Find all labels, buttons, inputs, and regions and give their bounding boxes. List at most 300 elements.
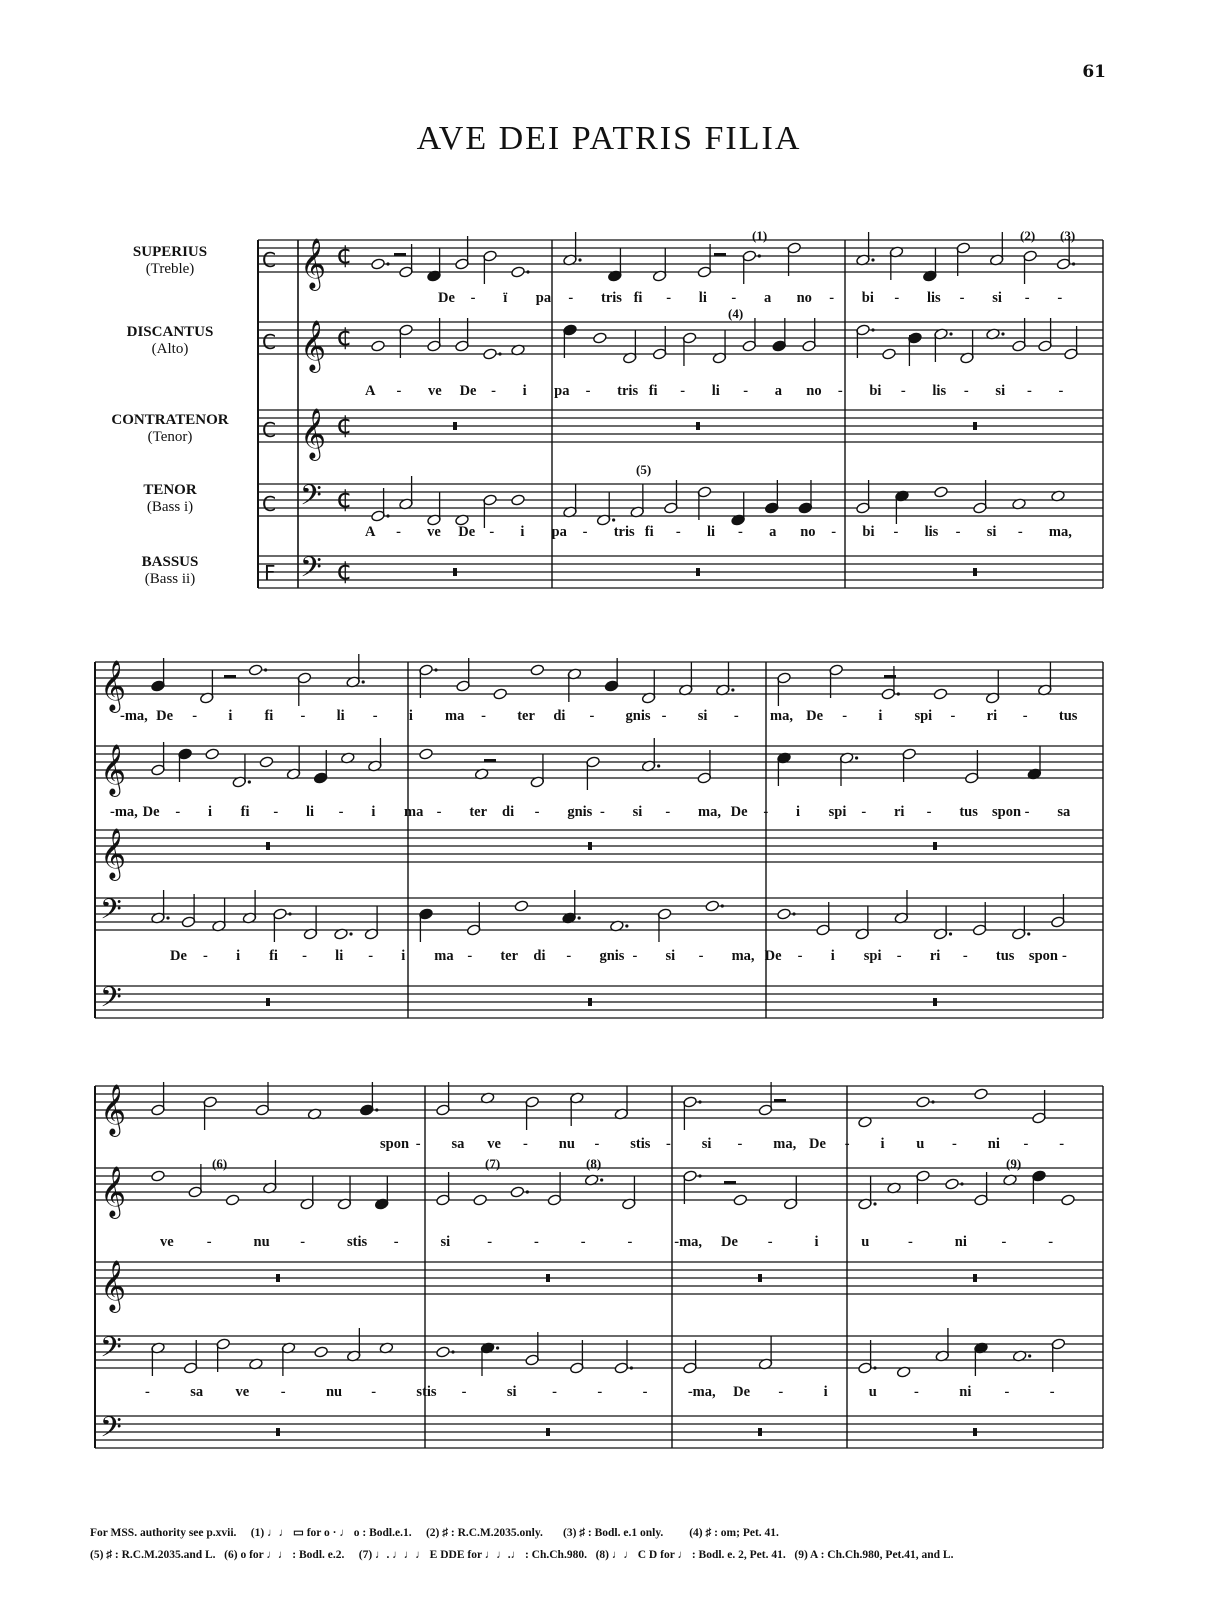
lyric-superius: -: [829, 290, 835, 306]
lyric-discantus: -: [1026, 383, 1032, 399]
lyric-tenor: si: [986, 524, 997, 540]
breve-rest: [588, 998, 592, 1006]
lyric-tenor: sa: [190, 1384, 204, 1400]
lyric-discantus: di: [502, 804, 515, 820]
dot: [451, 1350, 454, 1353]
lyric-superius: De: [806, 708, 824, 724]
lyric-superius: tus: [1058, 708, 1078, 724]
dot: [264, 668, 267, 671]
voice-name: SUPERIUS: [132, 244, 208, 260]
breve-rest: [696, 422, 700, 430]
footnotes: [90, 1522, 1120, 1566]
lyric-discantus: -: [580, 1234, 586, 1250]
lyric-tenor: di: [533, 948, 546, 964]
lyric-discantus: ri: [894, 804, 905, 820]
lyric-discantus: De: [459, 383, 477, 399]
note-head: [493, 688, 508, 700]
lyric-tenor: -: [698, 948, 704, 964]
lyric-discantus: -: [491, 383, 496, 399]
lyric-tenor: -: [396, 524, 401, 540]
lyric-superius: ve: [487, 1136, 501, 1152]
lyric-tenor: ri: [929, 948, 941, 964]
lyric-tenor: i: [823, 1384, 828, 1400]
lyric-tenor: si: [665, 948, 676, 964]
breve-rest: [973, 568, 977, 576]
lyric-discantus: -: [600, 804, 605, 820]
lyric-discantus: -: [175, 804, 181, 820]
lyric-tenor: tris: [613, 524, 635, 540]
lyric-discantus: li: [711, 383, 720, 399]
note-head: [371, 340, 386, 352]
lyric-superius: -: [1057, 290, 1063, 306]
lyric-tenor: gnis: [599, 948, 625, 964]
lyric-superius: -: [733, 708, 739, 724]
lyric-superius: -: [952, 1136, 957, 1152]
breve-rest: [266, 998, 270, 1006]
lyric-discantus: -: [436, 804, 442, 820]
lyric-superius: -: [1023, 1136, 1029, 1152]
lyric-tenor: -: [962, 948, 968, 964]
lyric-tenor: si: [506, 1384, 517, 1400]
lyric-discantus: ter: [469, 804, 488, 820]
lyric-discantus: De: [142, 804, 160, 820]
lyric-superius: i: [408, 708, 413, 724]
lyric-discantus: u: [861, 1234, 870, 1250]
bass-clef-icon: 𝄢: [100, 893, 122, 933]
lyric-discantus: -: [926, 804, 932, 820]
lyric-discantus: i: [796, 804, 801, 820]
breve-rest: [276, 1428, 280, 1436]
c-clef-icon: C: [262, 248, 276, 272]
breve-rest: [973, 1274, 977, 1282]
note-head: [511, 266, 526, 278]
lyric-tenor: -: [632, 948, 638, 964]
note-head: [916, 1096, 931, 1108]
lyric-tenor: i: [401, 948, 406, 964]
lyric-superius: -: [589, 708, 595, 724]
lyric-discantus: i: [371, 804, 376, 820]
dot: [897, 692, 900, 695]
dot: [731, 688, 734, 691]
lyric-superius: -: [568, 290, 574, 306]
lyric-superius: -: [844, 1136, 850, 1152]
lyric-superius: -: [666, 290, 672, 306]
lyric-discantus: -: [763, 804, 769, 820]
dot: [362, 680, 365, 683]
lyric-tenor: -: [1017, 524, 1023, 540]
dot: [498, 352, 501, 355]
note-head: [371, 258, 386, 270]
lyric-tenor: spon: [1028, 948, 1058, 964]
lyric-superius: -: [1059, 1136, 1065, 1152]
voice-name: BASSUS: [141, 554, 199, 570]
dot: [248, 780, 251, 783]
note-head: [314, 1346, 329, 1358]
page-title: AVE DEI PATRIS FILIA: [416, 120, 802, 157]
footnote-reference: (8): [586, 1156, 602, 1171]
lyric-superius: fi: [633, 290, 643, 306]
dot: [931, 1100, 934, 1103]
treble-clef-icon: 𝄞: [300, 320, 327, 371]
lyric-discantus: -: [338, 804, 344, 820]
treble-clef-icon: 𝄞: [100, 744, 127, 795]
lyric-discantus: si: [632, 804, 643, 820]
dot: [578, 916, 581, 919]
breve-rest: [973, 422, 977, 430]
dot: [434, 668, 437, 671]
lyric-superius: si: [701, 1136, 712, 1152]
lyric-superius: si: [697, 708, 708, 724]
dot: [949, 932, 952, 935]
breve-rest: [933, 998, 937, 1006]
dot: [1028, 1354, 1031, 1357]
voice-sub: (Tenor): [147, 429, 193, 445]
lyric-superius: -: [192, 708, 198, 724]
breve-rest: [758, 1274, 762, 1282]
lyric-superius: -: [894, 290, 900, 306]
lyric-discantus: -: [861, 804, 867, 820]
dot: [578, 258, 581, 261]
lyric-superius: -: [1024, 290, 1030, 306]
voice-sub: (Bass ii): [144, 571, 196, 587]
note-head: [248, 664, 263, 676]
bass-clef-icon: 𝄢: [100, 981, 122, 1021]
lyric-discantus: si: [440, 1234, 451, 1250]
breve-rest: [453, 422, 457, 430]
lyric-tenor: -: [797, 948, 803, 964]
lyric-discantus: -: [665, 804, 671, 820]
lyric-tenor: ma: [434, 948, 454, 964]
lyric-tenor: li: [335, 948, 344, 964]
lyric-tenor: -: [280, 1384, 286, 1400]
dot: [625, 924, 628, 927]
lyric-discantus: -: [393, 1234, 399, 1250]
lyric-discantus: -: [627, 1234, 633, 1250]
lyric-discantus: -: [300, 1234, 306, 1250]
lyric-superius: ri: [986, 708, 998, 724]
lyric-tenor: -: [1004, 1384, 1010, 1400]
lyric-superius: -: [523, 1136, 528, 1152]
lyric-tenor: -: [203, 948, 208, 964]
note-head: [259, 756, 274, 768]
lyric-tenor: -: [955, 524, 961, 540]
time-signature-icon: ¢: [336, 556, 353, 586]
lyric-discantus: -: [534, 804, 540, 820]
dot: [758, 254, 761, 257]
lyric-tenor: pa: [551, 524, 567, 540]
note-head: [777, 908, 792, 920]
note-head: [483, 348, 498, 360]
lyric-tenor: -: [371, 1384, 377, 1400]
lyric-discantus: -ma,: [674, 1234, 703, 1250]
lyric-tenor: -: [675, 524, 681, 540]
lyric-discantus: i: [814, 1234, 819, 1250]
note-head: [225, 1194, 240, 1206]
lyric-discantus: si: [995, 383, 1006, 399]
bass-clef-icon: 𝄢: [100, 1411, 122, 1451]
lyric-discantus: -: [1048, 1234, 1054, 1250]
lyric-discantus: De: [730, 804, 748, 820]
voice-name: CONTRATENOR: [111, 412, 229, 428]
lyric-tenor: no: [800, 524, 816, 540]
lyric-tenor: -: [302, 948, 307, 964]
dot: [855, 756, 858, 759]
footnote-line-2: [90, 1544, 1120, 1566]
breve-rest: [546, 1274, 550, 1282]
treble-clef-icon: 𝄞: [100, 1166, 127, 1217]
lyric-tenor: i: [236, 948, 241, 964]
breve-rest: [933, 842, 937, 850]
lyric-superius: spi: [914, 708, 933, 724]
lyric-tenor: -: [914, 1384, 919, 1400]
lyric-superius: -: [1022, 708, 1028, 724]
time-signature-icon: ¢: [336, 322, 353, 352]
dot: [698, 1174, 701, 1177]
footnote: (7) ♩. ♩♩♩ E DDE for ♩♩.♩ : Ch.Ch.980.: [358, 1549, 587, 1561]
lyric-superius: ma: [445, 708, 465, 724]
lyric-tenor: -: [461, 1384, 467, 1400]
treble-clef-icon: 𝄞: [300, 238, 327, 289]
dot: [873, 1202, 876, 1205]
note-head: [933, 688, 948, 700]
bass-clef-icon: 𝄢: [100, 1331, 122, 1371]
lyric-discantus: ni: [954, 1234, 967, 1250]
note-head: [436, 1346, 451, 1358]
lyric-superius: i: [880, 1136, 885, 1152]
footnote-reference: (7): [485, 1156, 501, 1171]
lyric-discantus: De: [721, 1234, 738, 1250]
treble-clef-icon: 𝄞: [100, 828, 127, 879]
footnote: (6) o for ♩♩ : Bodl. e.2.: [224, 1549, 345, 1561]
lyric-tenor: De: [458, 524, 476, 540]
lyric-superius: spon: [380, 1136, 410, 1152]
lyric-superius: De: [809, 1136, 826, 1152]
treble-clef-icon: 𝄞: [100, 660, 127, 711]
dot: [349, 932, 352, 935]
lyric-tenor: i: [520, 524, 525, 540]
lyric-tenor: De: [170, 948, 187, 964]
lyric-tenor: ma,: [731, 948, 755, 964]
lyric-discantus: A: [365, 383, 376, 399]
dot: [630, 1366, 633, 1369]
note-head: [705, 900, 720, 912]
footnote-reference: (9): [1006, 1156, 1022, 1171]
bass-clef-icon: 𝄢: [300, 479, 322, 519]
footnote-reference: (5): [636, 462, 652, 477]
dot: [288, 912, 291, 915]
dot: [600, 1178, 603, 1181]
lyric-discantus: -: [585, 383, 591, 399]
note-head: [945, 1178, 960, 1190]
lyric-superius: -: [661, 708, 667, 724]
lyric-tenor: A: [365, 524, 376, 540]
lyric-tenor: lis: [924, 524, 939, 540]
breve-rest: [546, 1428, 550, 1436]
dot: [375, 1108, 378, 1111]
lyric-discantus: -: [487, 1234, 493, 1250]
lyric-discantus: pa: [554, 383, 570, 399]
note-head: [473, 1194, 488, 1206]
time-signature-icon: ¢: [336, 410, 353, 440]
lyric-tenor: -: [738, 524, 743, 540]
lyric-superius: fi: [264, 708, 274, 724]
lyric-tenor: nu: [325, 1384, 343, 1400]
breve-rest: [276, 1274, 280, 1282]
lyric-discantus: nu: [253, 1234, 270, 1250]
breve-rest: [266, 842, 270, 850]
footnote-reference: (1): [752, 228, 768, 243]
dot: [792, 912, 795, 915]
dot: [612, 518, 615, 521]
note-head: [530, 664, 545, 676]
lyric-superius: i: [228, 708, 233, 724]
lyric-discantus: fi: [240, 804, 250, 820]
lyric-tenor: -: [831, 524, 837, 540]
lyric-discantus: -: [1024, 804, 1030, 820]
lyric-superius: ma,: [770, 708, 793, 724]
note-head: [974, 1088, 989, 1100]
breve-rest: [453, 568, 457, 576]
treble-clef-icon: 𝄞: [300, 408, 327, 459]
rest: [714, 253, 726, 256]
lyric-superius: stis: [630, 1136, 651, 1152]
breve-rest: [696, 568, 700, 576]
c-clef-icon: C: [262, 330, 276, 354]
lyric-discantus: -: [908, 1234, 913, 1250]
lyric-superius: tris: [601, 290, 622, 306]
note-head: [882, 348, 897, 360]
lyric-superius: -: [731, 290, 737, 306]
lyric-tenor: -: [552, 1384, 557, 1400]
lyric-discantus: gnis: [567, 804, 593, 820]
lyric-superius: ma,: [773, 1136, 797, 1152]
lyric-discantus: -: [206, 1234, 212, 1250]
lyric-discantus: a: [774, 383, 783, 399]
lyric-tenor: -ma,: [687, 1384, 716, 1400]
lyric-superius: -: [959, 290, 965, 306]
lyric-tenor: -: [582, 524, 588, 540]
lyric-discantus: sa: [1057, 804, 1071, 820]
lyric-superius: si: [992, 290, 1002, 306]
lyric-discantus: -ma,: [110, 804, 138, 820]
lyric-superius: -: [372, 708, 378, 724]
lyric-superius: -: [594, 1136, 600, 1152]
dot: [166, 916, 169, 919]
voice-sub: (Bass i): [146, 499, 194, 515]
breve-rest: [758, 1428, 762, 1436]
lyric-superius: di: [553, 708, 566, 724]
note-head: [514, 900, 529, 912]
lyric-discantus: -: [680, 383, 686, 399]
lyric-tenor: -: [145, 1384, 150, 1400]
breve-rest: [588, 842, 592, 850]
lyric-superius: sa: [451, 1136, 465, 1152]
lyric-discantus: ve: [428, 383, 442, 399]
dot: [871, 328, 874, 331]
dot: [960, 1182, 963, 1185]
dot: [721, 904, 724, 907]
lyric-tenor: -: [489, 524, 495, 540]
lyric-discantus: tris: [617, 383, 639, 399]
lyric-discantus: spon: [992, 804, 1022, 820]
dot: [873, 1366, 876, 1369]
dot: [386, 262, 389, 265]
rest: [884, 675, 896, 678]
c-clef-icon: C: [262, 492, 276, 516]
lyric-superius: lis: [927, 290, 941, 306]
lyric-discantus: -: [767, 1234, 773, 1250]
dot: [1072, 262, 1075, 265]
lyric-tenor: -: [368, 948, 374, 964]
dot: [949, 332, 952, 335]
rest: [909, 335, 921, 338]
footnote: (5) ♯ : R.C.M.2035.and L.: [90, 1549, 216, 1561]
lyric-superius: ï: [503, 290, 508, 306]
lyric-discantus: fi: [648, 383, 658, 399]
dot: [496, 1346, 499, 1349]
lyric-tenor: De: [764, 948, 782, 964]
lyric-discantus: -: [534, 1234, 539, 1250]
lyric-superius: -: [415, 1136, 421, 1152]
lyric-tenor: fi: [269, 948, 278, 964]
time-signature-icon: ¢: [336, 240, 353, 270]
lyric-tenor: tus: [995, 948, 1015, 964]
lyric-tenor: ve: [235, 1384, 250, 1400]
footnote-reference: (4): [728, 306, 744, 321]
note-head: [511, 494, 526, 506]
lyric-superius: a: [764, 290, 772, 306]
treble-clef-icon: 𝄞: [100, 1260, 127, 1311]
note-head: [934, 486, 949, 498]
lyric-superius: nu: [558, 1136, 575, 1152]
dot: [526, 1190, 529, 1193]
lyric-tenor: ni: [959, 1384, 972, 1400]
lyric-superius: De: [156, 708, 174, 724]
lyric-discantus: li: [306, 804, 315, 820]
treble-clef-icon: 𝄞: [100, 1084, 127, 1135]
lyric-discantus: -: [1058, 383, 1064, 399]
lyric-superius: ter: [517, 708, 535, 724]
rest: [224, 675, 236, 678]
footnote: (2) ♯ : R.C.M.2035.only.: [425, 1527, 543, 1539]
lyric-tenor: -: [778, 1384, 784, 1400]
footnote-reference: (2): [1020, 228, 1036, 243]
lyric-tenor: spi: [863, 948, 882, 964]
note-head: [593, 332, 608, 344]
bass-clef-icon: 𝄢: [300, 551, 322, 591]
lyric-tenor: -: [597, 1384, 603, 1400]
lyric-superius: -: [737, 1136, 743, 1152]
voice-name: DISCANTUS: [126, 324, 214, 340]
lyric-discantus: -: [273, 804, 279, 820]
lyric-discantus: -: [743, 383, 749, 399]
note-head: [205, 748, 220, 760]
lyric-tenor: -: [896, 948, 902, 964]
lyric-tenor: De: [733, 1384, 751, 1400]
lyric-discantus: -: [900, 383, 906, 399]
lyric-superius: bi: [861, 290, 874, 306]
note-head: [151, 1170, 166, 1182]
dot: [526, 270, 529, 273]
rest: [724, 1181, 736, 1184]
lyric-superius: -: [470, 290, 476, 306]
note-head: [733, 1194, 748, 1206]
lyric-superius: no: [796, 290, 812, 306]
rest: [394, 253, 406, 256]
lyric-tenor: -: [467, 948, 473, 964]
footnote: (1) ♩♩ ▭ for o · ♩ o : Bodl.e.1.: [250, 1527, 412, 1539]
lyric-superius: -: [481, 708, 486, 724]
